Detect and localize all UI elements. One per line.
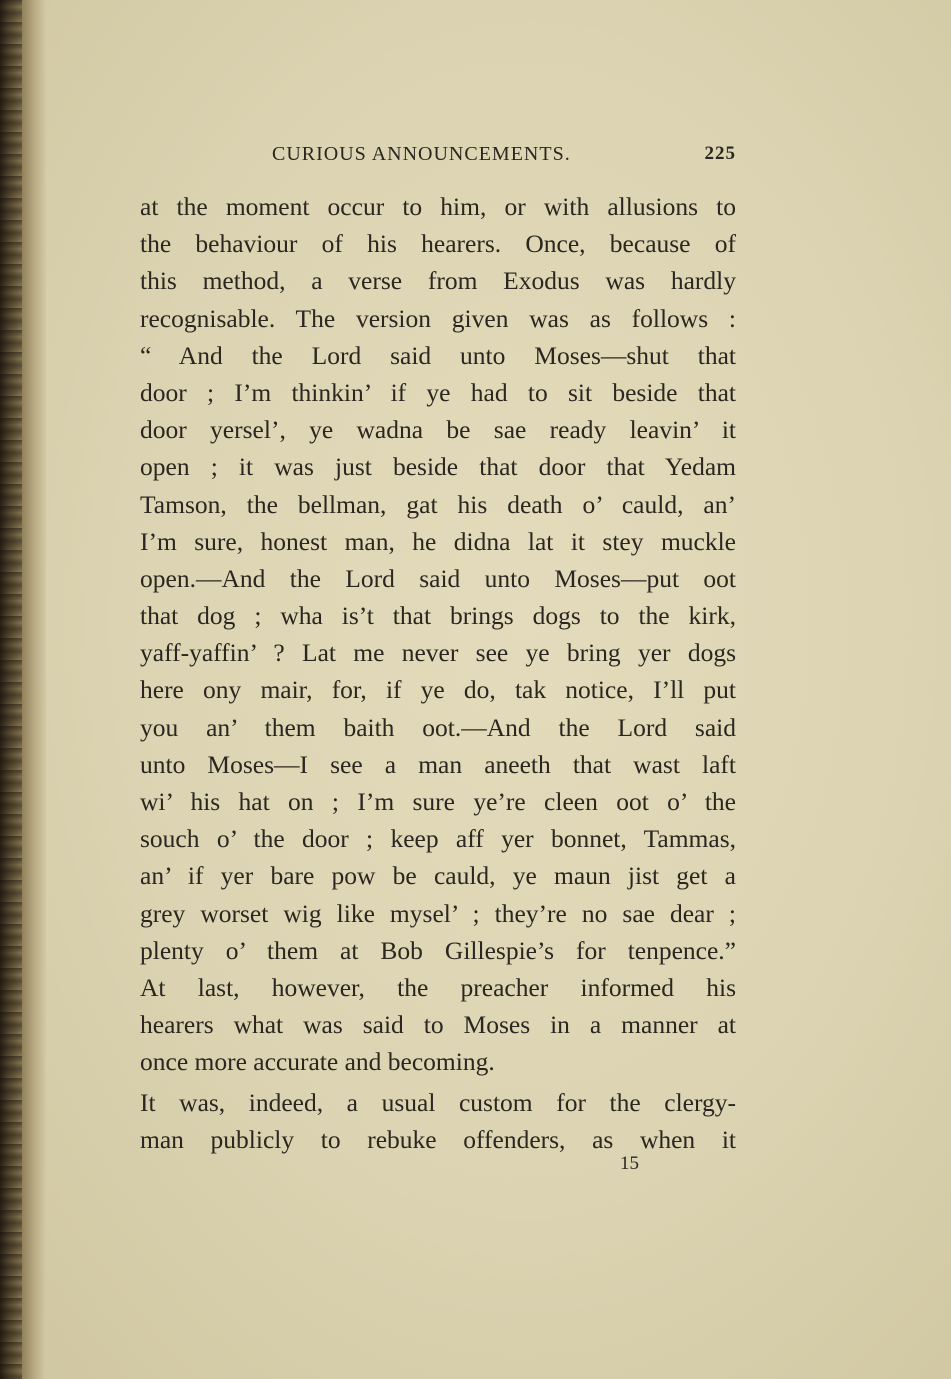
text-line: grey worset wig like mysel’ ; they’re no sae dear ; [140,898,736,928]
text-line: an’ if yer bare pow be cauld, ye maun jist get a [140,861,736,891]
text-line: door ; I’m thinkin’ if ye had to sit beside that [140,377,736,407]
text-line: I’m sure, honest man, he didna lat it stey muckle [140,526,736,556]
paragraph-2 [140,1084,736,1158]
text-line: yaff-yaffin’ ? Lat me never see ye bring yer dogs [140,638,736,668]
text-line: wi’ his hat on ; I’m sure ye’re cleen oot o’ the [140,787,736,816]
text-line: recognisable. The version given was as follows : [140,303,736,333]
text-line: once more accurate and becoming. [140,1047,495,1077]
text-line: plenty o’ them at Bob Gillespie’s for tenpence.” [140,935,736,965]
signature-mark: 15 [620,1153,639,1174]
book-binding-edge [0,0,46,1379]
text-line: It was, indeed, a usual custom for the clergy- [140,1087,736,1117]
page-number: 225 [704,143,736,164]
running-head: CURIOUS ANNOUNCEMENTS. [272,143,571,165]
text-line: “ And the Lord said unto Moses—shut that [140,340,736,370]
text-line: you an’ them baith oot.—And the Lord said [140,712,736,742]
text-line: at the moment occur to him, or with allusions to [140,192,736,221]
paragraph-1 [140,188,736,1081]
text-line: that dog ; wha is’t that brings dogs to the kirk, [140,601,736,631]
text-line: this method, a verse from Exodus was hardly [140,266,736,296]
text-line: man publicly to rebuke offenders, as when it [140,1124,736,1154]
text-line: the behaviour of his hearers. Once, because of [140,229,736,259]
page-header [272,143,742,173]
body-text [140,188,736,1158]
text-line: unto Moses—I see a man aneeth that wast laft [140,749,736,779]
text-line: souch o’ the door ; keep aff yer bonnet, Tammas, [140,824,736,854]
text-line: door yersel’, ye wadna be sae ready leavin’ it [140,415,736,445]
text-line: here ony mair, for, if ye do, tak notice, I’ll put [140,675,736,705]
text-line: open.—And the Lord said unto Moses—put oot [140,563,736,593]
text-line: At last, however, the preacher informed his [140,972,736,1002]
text-line: Tamson, the bellman, gat his death o’ cauld, an’ [140,489,736,519]
text-line: open ; it was just beside that door that Yedam [140,452,736,482]
text-line: hearers what was said to Moses in a manner at [140,1010,736,1040]
